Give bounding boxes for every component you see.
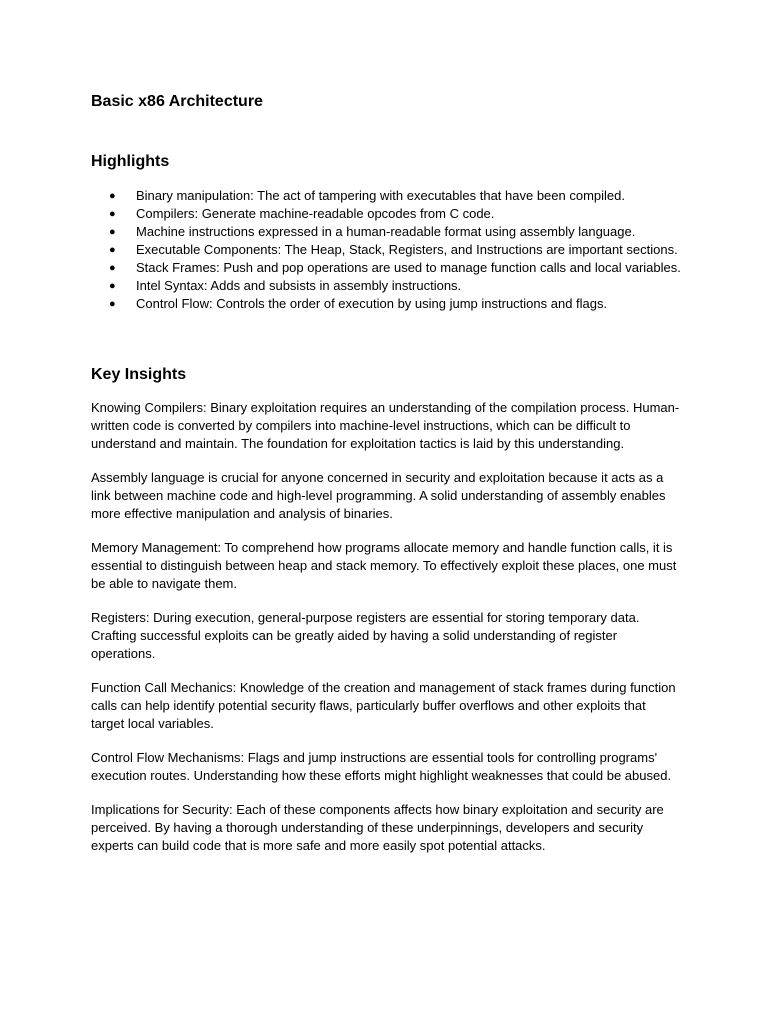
insight-paragraph: Function Call Mechanics: Knowledge of the creation and management of stack frames during function calls can help identify potential security flaws, particularly buffer overflows and other exploits that target local variables. (91, 680, 676, 731)
list-item-text: Machine instructions expressed in a human-readable format using assembly language. (136, 224, 636, 239)
bullet-icon: ● (109, 244, 116, 256)
list-item-text: Binary manipulation: The act of tampering with executables that have been compiled. (136, 188, 625, 203)
insight-paragraph: Registers: During execution, general-purpose registers are essential for storing temporary data. Crafting successful exploits can be greatly aided by having a solid understanding of register operations. (91, 610, 640, 661)
document-title: Basic x86 Architecture (91, 93, 263, 110)
list-item (91, 259, 681, 277)
bullet-icon: ● (109, 298, 116, 310)
list-item (91, 277, 681, 295)
key-insights-heading: Key Insights (91, 366, 187, 383)
list-item (91, 295, 681, 313)
insight-paragraph: Knowing Compilers: Binary exploitation requires an understanding of the compilation process. Human-written code is converted by compilers into machine-level instructions, which can be difficult to understand and maintain. The foundation for exploitation tactics is laid by this understanding. (91, 400, 680, 451)
highlights-heading: Highlights (91, 153, 170, 170)
bullet-icon: ● (109, 226, 116, 238)
list-item (91, 205, 681, 223)
insight-paragraph: Implications for Security: Each of these components affects how binary exploitation and security are perceived. By having a thorough understanding of these underpinnings, developers and security experts can build code that is more safe and more easily spot potential attacks. (91, 802, 664, 853)
insight-paragraph: Memory Management: To comprehend how programs allocate memory and handle function calls, it is essential to distinguish between heap and stack memory. To effectively exploit these places, one must be able to navigate them. (91, 540, 677, 591)
list-item-text: Control Flow: Controls the order of execution by using jump instructions and flags. (136, 296, 608, 311)
list-item-text: Compilers: Generate machine-readable opcodes from C code. (136, 206, 495, 221)
bullet-icon: ● (109, 262, 116, 274)
list-item-text: Stack Frames: Push and pop operations are used to manage function calls and local variables. (136, 260, 681, 275)
bullet-icon: ● (109, 280, 116, 292)
bullet-icon: ● (109, 190, 116, 202)
key-insights-body (91, 399, 681, 871)
bullet-icon: ● (109, 208, 116, 220)
list-item (91, 223, 681, 241)
insight-paragraph: Control Flow Mechanisms: Flags and jump instructions are essential tools for controlling programs' execution routes. Understanding how these efforts might highlight weaknesses that could be abused. (91, 750, 672, 783)
highlights-list (91, 187, 681, 313)
list-item-text: Executable Components: The Heap, Stack, Registers, and Instructions are important sections. (136, 242, 678, 257)
list-item-text: Intel Syntax: Adds and subsists in assembly instructions. (136, 278, 462, 293)
insight-paragraph: Assembly language is crucial for anyone concerned in security and exploitation because it acts as a link between machine code and high-level programming. A solid understanding of assembly enables more effective manipulation and analysis of binaries. (91, 470, 666, 521)
list-item (91, 187, 681, 205)
list-item (91, 241, 681, 259)
